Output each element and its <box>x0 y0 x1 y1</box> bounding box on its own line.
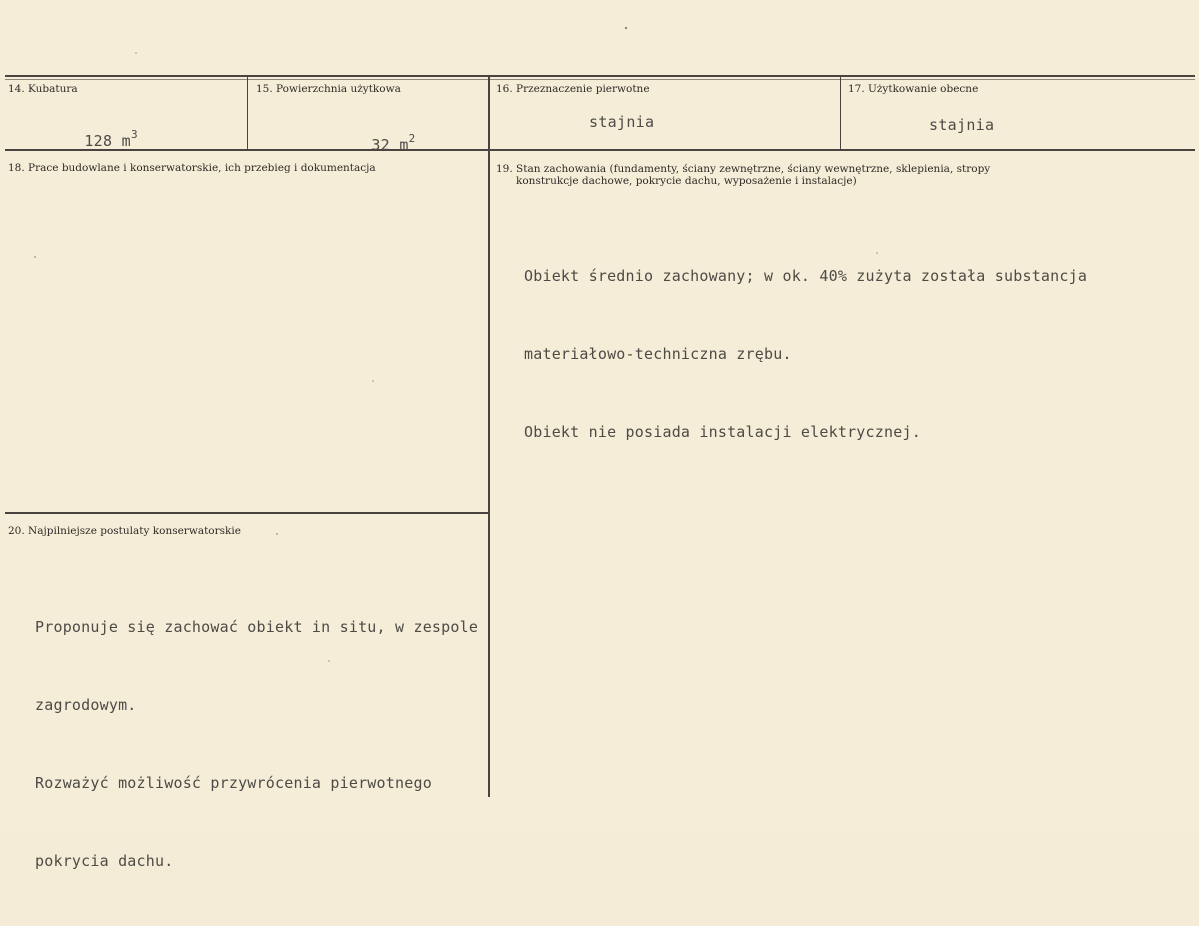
paper-speck <box>276 533 278 535</box>
field-15-label: 15. Powierzchnia użytkowa <box>256 83 401 95</box>
field-19-line: materiałowo-techniczna zrębu. <box>524 345 792 363</box>
paper-speck <box>372 380 374 382</box>
divider-14-15 <box>247 77 248 150</box>
field-14-value-exponent: 3 <box>130 128 138 141</box>
field-17-value: stajnia <box>929 116 995 134</box>
divider-16-17 <box>840 77 841 150</box>
field-20-line: pokrycia dachu. <box>35 852 174 870</box>
top-rule-thin <box>5 79 1195 80</box>
field-15-value-exponent: 2 <box>408 132 416 145</box>
paper-speck <box>625 27 627 29</box>
field-18-label: 18. Prace budowlane i konserwatorskie, ich przebieg i dokumentacja <box>8 162 376 174</box>
field-14-label: 14. Kubatura <box>8 83 78 95</box>
field-14-value-text: 128 m <box>84 132 131 150</box>
field-20-line: zagrodowym. <box>35 696 137 714</box>
field-19-label-line-2: konstrukcje dachowe, pokrycie dachu, wyposażenie i instalacje) <box>516 175 857 187</box>
paper-speck <box>328 660 330 662</box>
divider-15-16 <box>488 77 490 797</box>
field-16-value: stajnia <box>589 113 655 131</box>
paper-speck <box>876 252 878 254</box>
field-16-label: 16. Przeznaczenie pierwotne <box>496 83 650 95</box>
field-17-label: 17. Użytkowanie obecne <box>848 83 979 95</box>
field-20-line: Proponuje się zachować obiekt in situ, w zespole <box>35 618 479 636</box>
field-19-line: Obiekt nie posiada instalacji elektrycznej. <box>524 423 921 441</box>
field-15-value-text: 32 m <box>371 136 409 154</box>
field-20-line: Rozważyć możliwość przywrócenia pierwotnego <box>35 774 432 792</box>
row3-top-rule <box>5 512 488 514</box>
top-rule <box>5 75 1195 77</box>
field-14-value <box>47 112 138 168</box>
paper-speck <box>34 256 36 258</box>
field-19-text <box>524 211 1087 497</box>
paper-speck <box>135 52 137 54</box>
field-20-text <box>35 562 478 926</box>
field-19-label-line-1: 19. Stan zachowania (fundamenty, ściany zewnętrzne, ściany wewnętrzne, sklepienia, stropy <box>496 163 991 175</box>
field-20-label: 20. Najpilniejsze postulaty konserwatorskie <box>8 525 241 537</box>
row1-bottom-rule <box>5 149 1195 151</box>
field-19-line: Obiekt średnio zachowany; w ok. 40% zużyta została substancja <box>524 267 1088 285</box>
